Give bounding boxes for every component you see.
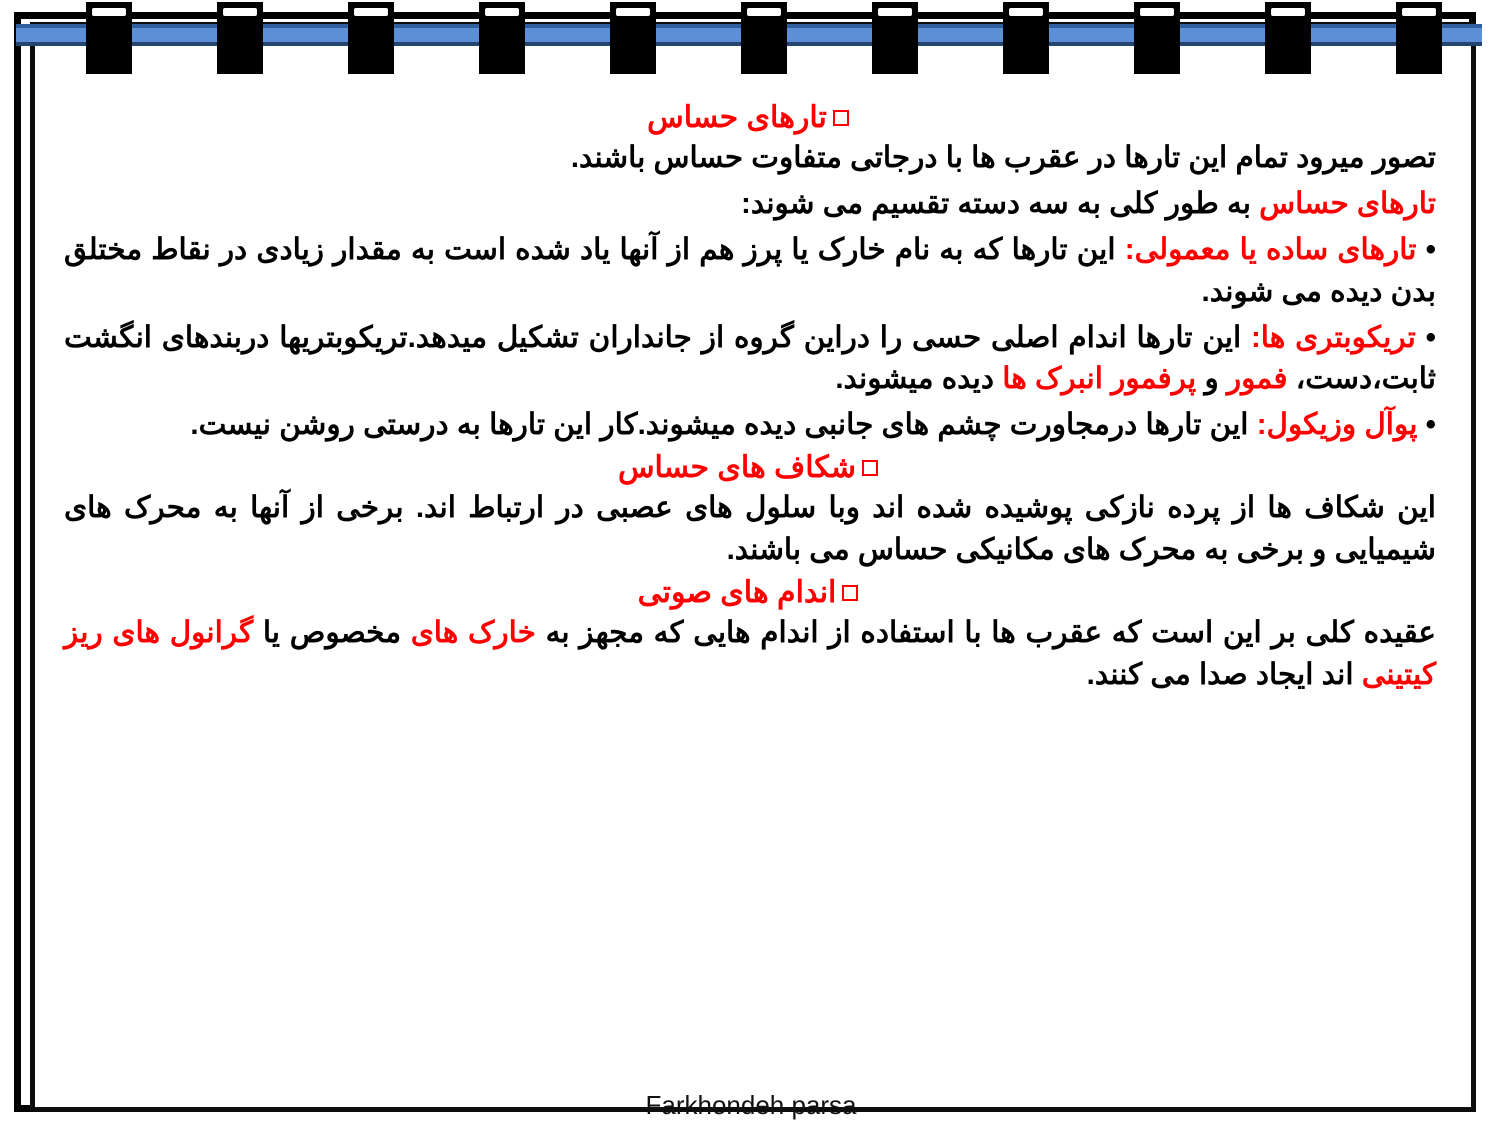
bullet-square-icon <box>833 110 849 126</box>
section-heading-label: تارهای حساس <box>647 101 827 134</box>
document-body <box>46 96 1458 1086</box>
paragraph <box>64 317 1436 401</box>
body-text: به طور کلی به سه دسته تقسیم می شوند: <box>741 186 1260 220</box>
paragraph <box>64 487 1436 571</box>
highlighted-term: پرفمور انبرک ها <box>1002 362 1197 396</box>
spiral-ring <box>217 2 263 74</box>
spiral-ring <box>872 2 918 74</box>
body-text: اند ایجاد صدا می کنند. <box>1086 657 1362 691</box>
paragraph <box>64 229 1436 313</box>
highlighted-term: تریکوبتری ها: <box>1250 320 1416 354</box>
paragraph <box>64 183 1436 225</box>
section-heading <box>64 450 1436 485</box>
spiral-ring <box>86 2 132 74</box>
body-text: دیده میشوند. <box>835 362 1003 396</box>
spiral-ring <box>610 2 656 74</box>
body-text: این شکاف ها از پرده نازکی پوشیده شده اند وبا سلول های عصبی در ارتباط اند. برخی از آنها به محرک های شیمیایی و برخی به محرک های مکانیکی حساس می باشند. <box>64 491 1436 566</box>
spiral-ring <box>348 2 394 74</box>
body-text: تصور میرود تمام این تارها در عقرب ها با درجاتی متفاوت حساس باشند. <box>570 141 1436 174</box>
section-heading-label: شکاف های حساس <box>617 451 857 485</box>
section-heading <box>64 100 1436 135</box>
body-text: و <box>1196 362 1227 396</box>
bullet-square-icon <box>842 585 858 601</box>
section-heading-label: اندام های صوتی <box>637 575 837 609</box>
paragraph <box>64 612 1436 696</box>
section-heading <box>64 575 1436 610</box>
highlighted-term: فمور <box>1226 362 1288 396</box>
bullet-square-icon <box>862 460 878 476</box>
spiral-ring <box>1003 2 1049 74</box>
body-text: • <box>1416 232 1436 266</box>
footer-author: Farkhondeh parsa <box>645 1090 857 1120</box>
spiral-ring <box>741 2 787 74</box>
spiral-ring <box>1265 2 1311 74</box>
body-text: • <box>1417 408 1436 442</box>
body-text: مخصوص یا <box>253 615 411 649</box>
highlighted-term: پوآل وزیکول: <box>1256 408 1418 442</box>
spiral-ring <box>479 2 525 74</box>
body-text: این تارها اندام اصلی حسی را دراین گروه از جانداران تشکیل میدهد.تریکوبتریها دربندهای انگشت ثابت،دست، <box>64 320 1436 396</box>
highlighted-term: گرانول های ریز کیتینی <box>64 615 1436 691</box>
body-text: • <box>1415 320 1436 354</box>
highlighted-term: تارهای حساس <box>1259 186 1436 220</box>
spiral-ring <box>1134 2 1180 74</box>
body-text: این تارها درمجاورت چشم های جانبی دیده میشوند.کار این تارها به درستی روشن نیست. <box>190 408 1257 442</box>
highlighted-term: خارک های <box>410 615 536 649</box>
body-text: این تارها که به نام خارک یا پرز هم از آنها یاد شده است به مقدار زیادی در نقاط مختلق بدن دیده می شوند. <box>64 232 1436 308</box>
spiral-ring <box>1396 2 1442 74</box>
highlighted-term: تارهای ساده یا معمولی: <box>1124 232 1417 266</box>
paragraph <box>64 404 1436 446</box>
body-text: عقیده کلی بر این است که عقرب ها با استفاده از اندام هایی که مجهز به <box>535 615 1436 649</box>
paragraph <box>64 137 1436 179</box>
